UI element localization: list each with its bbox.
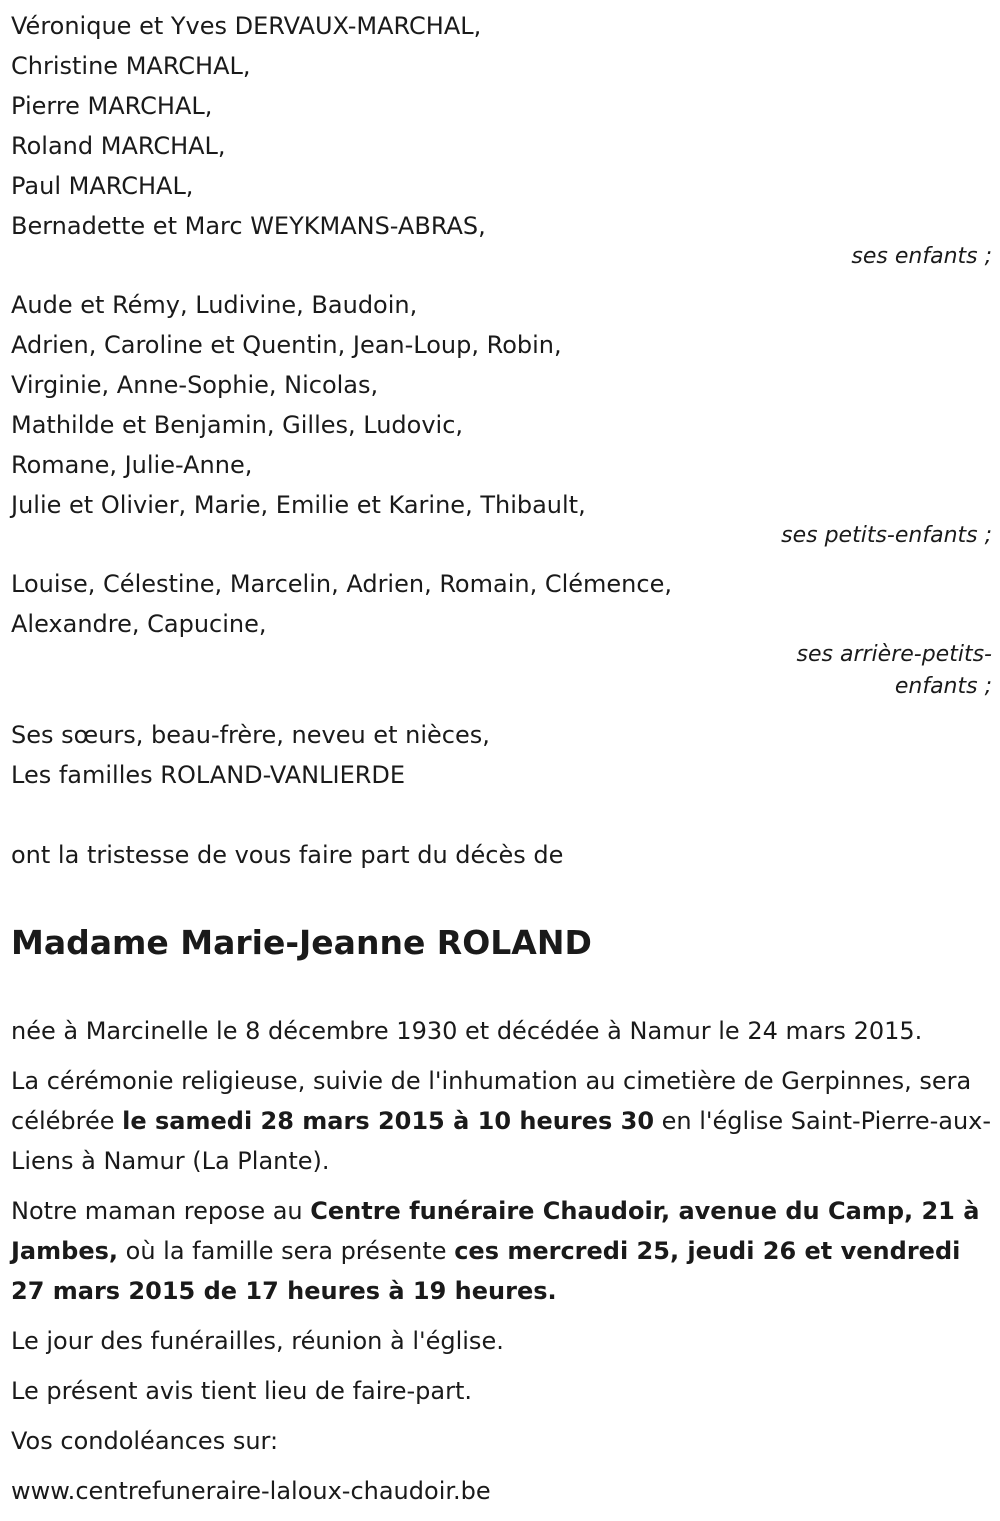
grandchildren-section: [11, 285, 992, 556]
notice-text: Le présent avis tient lieu de faire-part.: [11, 1377, 473, 1405]
child-name: Roland MARCHAL,: [11, 132, 226, 160]
child-name: Christine MARCHAL,: [11, 52, 251, 80]
grandchild-names: Romane, Julie-Anne,: [11, 451, 253, 479]
great-grandchild-names: Louise, Célestine, Marcelin, Adrien, Romain, Clémence,: [11, 570, 672, 598]
great-grandchild-names: Alexandre, Capucine,: [11, 610, 267, 638]
deceased-name: Madame Marie-Jeanne ROLAND: [11, 923, 592, 962]
birth-death-text: née à Marcinelle le 8 décembre 1930 et décédée à Namur le 24 mars 2015.: [11, 1017, 923, 1045]
children-section: [11, 6, 992, 277]
ceremony-date: le samedi 28 mars 2015 à 10 heures 30: [122, 1107, 655, 1135]
ceremony-text: La cérémonie religieuse, suivie de l'inhumation au cimetière de Gerpinnes, sera célébrée: [11, 1067, 972, 1135]
other-relatives: Ses sœurs, beau-frère, neveu et nièces,: [11, 721, 490, 749]
obituary-notice: [11, 6, 992, 1521]
great-grandchildren-role-label-line1: ses arrière-petits-: [796, 642, 992, 667]
other-relatives: Les familles ROLAND-VANLIERDE: [11, 761, 406, 789]
visitation-place: Centre funéraire Chaudoir, avenue du Camp, 21 à Jambes,: [11, 1197, 980, 1265]
grandchild-names: Mathilde et Benjamin, Gilles, Ludovic,: [11, 411, 464, 439]
grandchild-names: Virginie, Anne-Sophie, Nicolas,: [11, 371, 379, 399]
grandchild-names: Julie et Olivier, Marie, Emilie et Karine, Thibault,: [11, 491, 586, 519]
condolences-label: Vos condoléances sur:: [11, 1427, 279, 1455]
great-grandchildren-role-label-line2: enfants ;: [894, 674, 992, 699]
visitation-paragraph: [11, 1191, 992, 1311]
ceremony-location: en l'église Saint-Pierre-aux-Liens à Namur (La Plante).: [11, 1107, 992, 1175]
children-role-label: ses enfants ;: [851, 244, 992, 269]
visitation-dates: ces mercredi 25, jeudi 26 et vendredi 27 mars 2015 de 17 heures à 19 heures.: [11, 1237, 961, 1305]
great-grandchildren-section: [11, 564, 992, 707]
website-link[interactable]: www.centrefuneraire-laloux-chaudoir.be: [11, 1477, 491, 1505]
ceremony-paragraph: [11, 1061, 992, 1181]
grandchild-names: Adrien, Caroline et Quentin, Jean-Loup, Robin,: [11, 331, 562, 359]
announcement-text: ont la tristesse de vous faire part du décès de: [11, 841, 564, 869]
visitation-text: Notre maman repose au: [11, 1197, 311, 1225]
visitation-text-2: où la famille sera présente: [118, 1237, 455, 1265]
other-relatives-section: [11, 715, 992, 795]
child-name: Bernadette et Marc WEYKMANS-ABRAS,: [11, 212, 486, 240]
child-name: Pierre MARCHAL,: [11, 92, 213, 120]
grandchildren-role-label: ses petits-enfants ;: [781, 523, 992, 548]
funeral-meeting-text: Le jour des funérailles, réunion à l'église.: [11, 1327, 504, 1355]
child-name: Véronique et Yves DERVAUX-MARCHAL,: [11, 12, 482, 40]
child-name: Paul MARCHAL,: [11, 172, 194, 200]
grandchild-names: Aude et Rémy, Ludivine, Baudoin,: [11, 291, 418, 319]
